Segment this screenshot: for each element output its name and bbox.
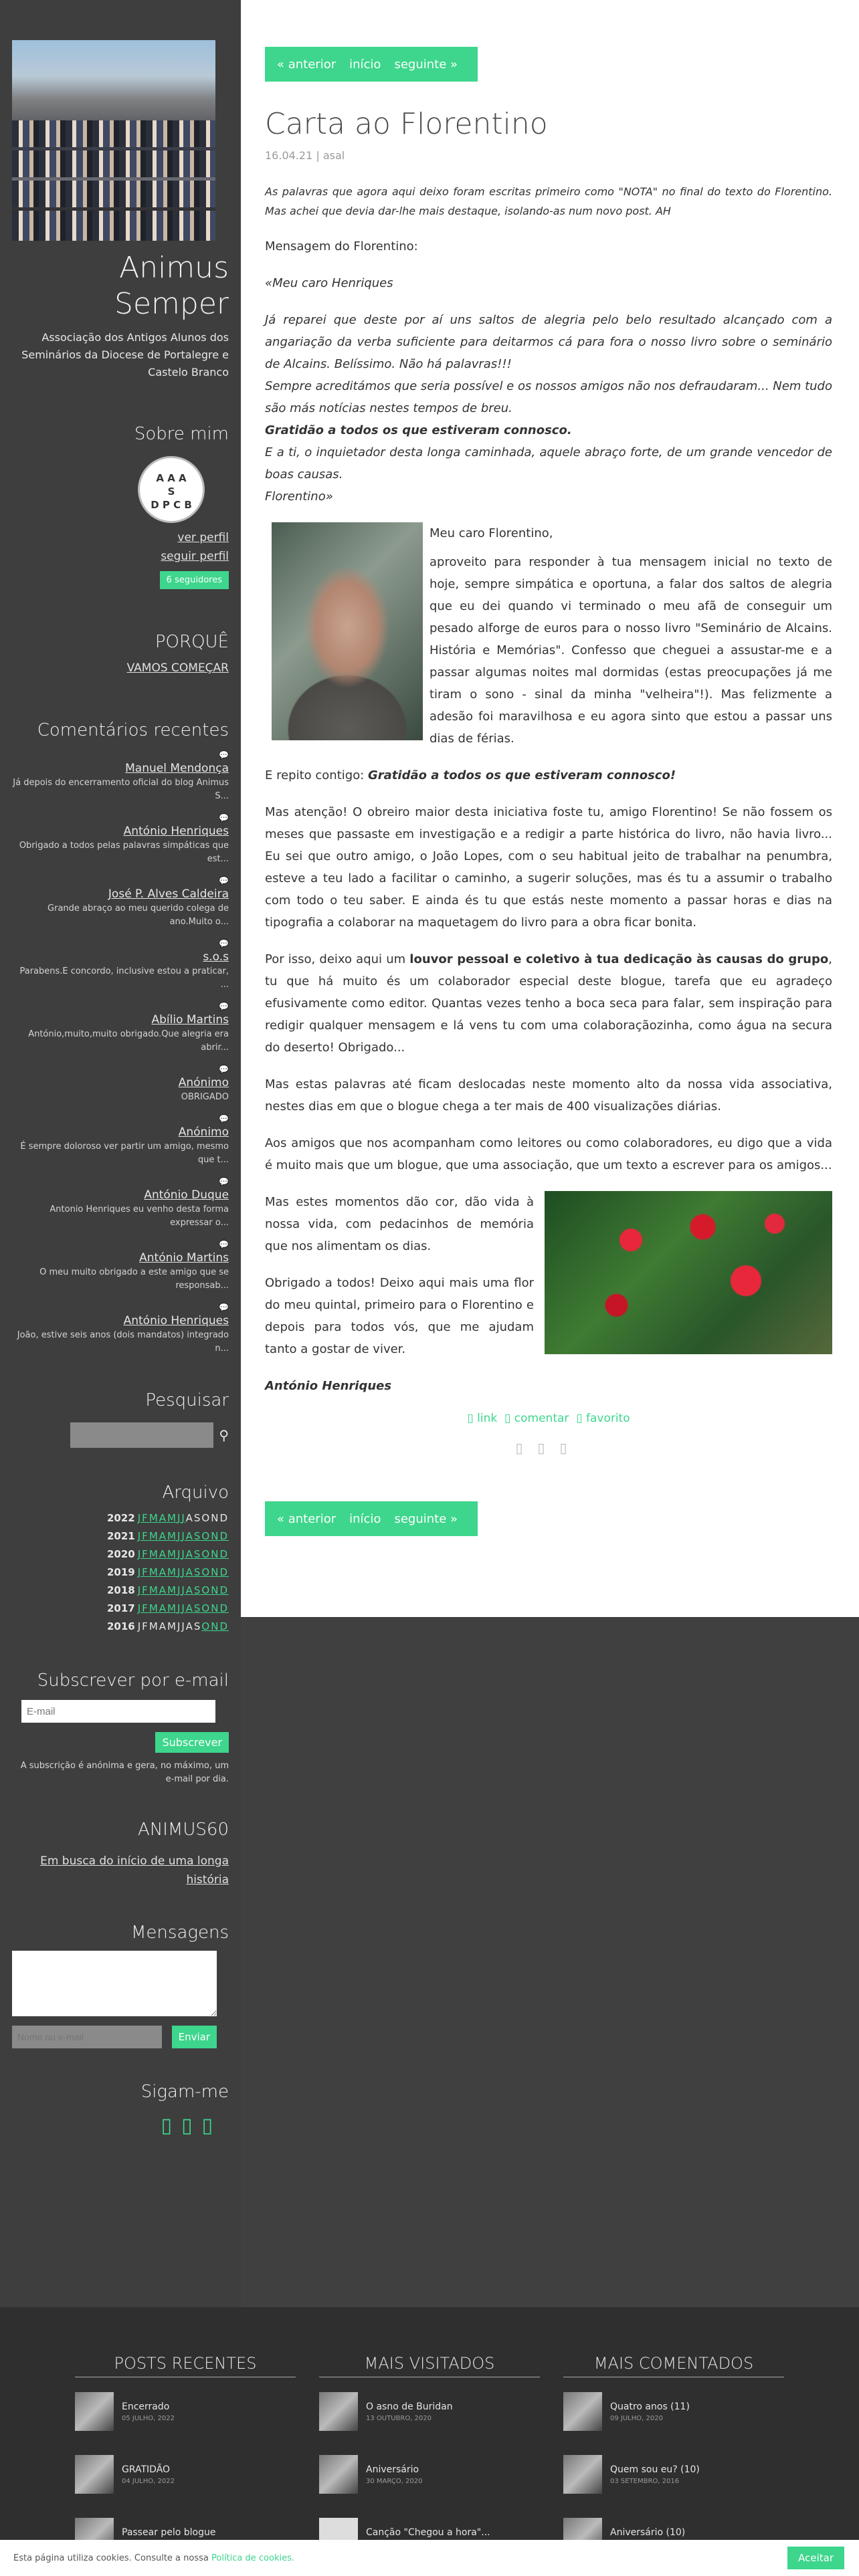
archive-month[interactable]: D <box>219 1620 229 1632</box>
archive-month[interactable]: F <box>142 1584 149 1596</box>
subscrever-heading: Subscrever por e-mail <box>37 1671 229 1691</box>
flower-photo <box>545 1191 832 1354</box>
share-twitter-icon[interactable]: ▯ <box>537 1440 560 1456</box>
post-meta: 16.04.21 | asal <box>265 149 345 162</box>
link-action[interactable]: link <box>477 1412 498 1425</box>
comment-text[interactable]: OBRIGADO <box>181 1092 229 1102</box>
comment-text[interactable]: Parabens.E concordo, inclusive estou a praticar, ... <box>19 966 229 990</box>
archive-month[interactable]: J <box>177 1548 182 1560</box>
archive-year-row <box>12 1618 229 1636</box>
next-link[interactable]: seguinte » <box>394 57 458 72</box>
intro-note: As palavras que agora aqui deixo foram escritas primeiro como "NOTA" no final do texto do Florentino. Mas achei que devia dar-lhe mais destaque, isolando-as num novo post. AH <box>265 185 832 217</box>
archive-year[interactable]: 2018 <box>106 1584 135 1596</box>
post-title[interactable]: Encerrado <box>122 2401 170 2412</box>
archive-month[interactable]: A <box>185 1566 194 1578</box>
archive-month[interactable]: O <box>201 1530 211 1542</box>
comment-item <box>12 1239 229 1293</box>
archive-month[interactable]: F <box>142 1530 149 1542</box>
archive-month[interactable]: M <box>149 1566 159 1578</box>
archive-month[interactable]: J <box>177 1530 182 1542</box>
comment-icon: 💬 <box>219 1002 229 1011</box>
post-title[interactable]: Carta ao Florentino <box>265 107 548 141</box>
archive-month: O <box>201 1512 211 1524</box>
archive-year[interactable]: 2020 <box>106 1548 135 1560</box>
comment-author[interactable]: Manuel Mendonça <box>125 762 229 775</box>
archive-year-row <box>12 1582 229 1600</box>
archive-year[interactable]: 2022 <box>106 1512 135 1524</box>
archive-month[interactable]: J <box>181 1548 186 1560</box>
share-row <box>265 1440 832 1456</box>
comment-text[interactable]: Obrigado a todos pelas palavras simpáticas que est... <box>19 841 229 864</box>
archive-month[interactable]: M <box>167 1602 177 1614</box>
reply-paragraph: Por isso, deixo aqui um louvor pessoal e coletivo à tua dedicação às causas do grupo, tu que há muito és um colaborador especial deste blogue, tarefa que eu agradeço efusivamente como editor. Quantas vezes tenho a boca seca para falar, sem inspiração para redigir qualquer mensagem e lá vens tu com uma colaboraçãozinha, como água na secura do deserto! Obrigado... <box>265 952 832 1055</box>
comentarios-heading: Comentários recentes <box>37 720 229 740</box>
prev-link[interactable]: « anterior <box>277 1511 337 1526</box>
favorite-action[interactable]: favorito <box>585 1412 630 1425</box>
archive-month[interactable]: F <box>142 1548 149 1560</box>
archive-month[interactable]: N <box>211 1602 220 1614</box>
name-or-email-field[interactable] <box>12 2026 162 2048</box>
archive-month[interactable]: A <box>159 1512 168 1524</box>
comment-icon: 💬 <box>219 1065 229 1074</box>
archive-month[interactable]: M <box>167 1566 177 1578</box>
comment-item <box>12 1001 229 1055</box>
archive-year[interactable]: 2016 <box>106 1620 135 1632</box>
archive-grid <box>12 1509 229 1636</box>
archive-month[interactable]: M <box>167 1530 177 1542</box>
footer-post-item[interactable] <box>319 2455 540 2494</box>
comments-list <box>12 750 229 1356</box>
archive-month[interactable]: S <box>193 1584 202 1596</box>
home-link[interactable]: início <box>349 57 381 72</box>
rss-icon[interactable]: ▯ <box>201 2114 222 2137</box>
post-thumbnail[interactable] <box>75 2392 114 2431</box>
comment-author[interactable]: António Henriques <box>123 825 229 838</box>
archive-month: A <box>159 1620 168 1632</box>
post-date: 30 MARÇO, 2020 <box>366 2477 423 2485</box>
archive-month[interactable]: J <box>181 1530 186 1542</box>
email-field[interactable] <box>21 1700 215 1723</box>
reply-paragraph: Aos amigos que nos acompanham como leitores ou como colaboradores, eu digo que a vida é muito mais que um blogue, que uma associação, que um texto a escrever para os amigos... <box>265 1136 832 1172</box>
porque-heading: PORQUÊ <box>155 632 229 652</box>
sigam-heading: Sigam-me <box>140 2082 229 2102</box>
home-link[interactable]: início <box>349 1511 381 1526</box>
archive-month[interactable]: O <box>201 1602 211 1614</box>
archive-month[interactable]: J <box>137 1566 142 1578</box>
post-thumbnail[interactable] <box>319 2392 358 2431</box>
blog-description: Associação dos Antigos Alunos dos Seminários da Diocese de Portalegre e Castelo Branco <box>21 331 229 379</box>
post-date: 05 JULHO, 2022 <box>122 2414 175 2422</box>
share-email-icon[interactable]: ▯ <box>559 1440 582 1456</box>
archive-month[interactable]: J <box>137 1584 142 1596</box>
archive-month: J <box>181 1620 186 1632</box>
comment-item <box>12 1113 229 1167</box>
comment-item <box>12 1176 229 1230</box>
comment-icon: 💬 <box>219 939 229 948</box>
comment-text[interactable]: Antonio Henriques eu venho desta forma expressar o... <box>50 1204 229 1228</box>
archive-month[interactable]: N <box>211 1584 220 1596</box>
archive-month[interactable]: S <box>193 1548 202 1560</box>
archive-month: F <box>142 1620 149 1632</box>
comment-icon: 💬 <box>219 1114 229 1123</box>
archive-month: D <box>219 1512 229 1524</box>
comment-author[interactable]: Anónimo <box>178 1076 229 1089</box>
sidebar <box>0 0 241 2307</box>
archive-month: J <box>137 1620 142 1632</box>
archive-month[interactable]: J <box>137 1548 142 1560</box>
archive-month[interactable]: N <box>211 1620 220 1632</box>
post-title[interactable]: Aniversário <box>366 2464 419 2475</box>
post-thumbnail[interactable] <box>75 2455 114 2494</box>
archive-month[interactable]: A <box>185 1530 194 1542</box>
footer-post-item[interactable] <box>75 2455 296 2494</box>
comment-item <box>12 1064 229 1104</box>
comment-author[interactable]: António Duque <box>144 1188 229 1202</box>
post-thumbnail[interactable] <box>319 2455 358 2494</box>
comment-item <box>12 750 229 803</box>
archive-month[interactable]: F <box>142 1566 149 1578</box>
comment-text[interactable]: António,muito,muito obrigado.Que alegria era abrir... <box>28 1029 229 1053</box>
archive-month[interactable]: S <box>193 1602 202 1614</box>
comment-text[interactable]: O meu muito obrigado a este amigo que se responsab... <box>39 1267 229 1291</box>
archive-month: M <box>149 1620 159 1632</box>
reply-repeat: E repito contigo: Gratidão a todos os que estiveram connosco! <box>265 768 676 782</box>
archive-month[interactable]: M <box>149 1548 159 1560</box>
archive-month[interactable]: N <box>211 1530 220 1542</box>
archive-month[interactable]: A <box>159 1548 168 1560</box>
comment-text[interactable]: É sempre doloroso ver partir um amigo, mesmo que t... <box>20 1142 229 1165</box>
post-title[interactable]: O asno de Buridan <box>366 2401 453 2412</box>
comment-icon[interactable]: ▯ <box>504 1412 511 1425</box>
cookie-text: Esta página utiliza cookies. Consulte a nossa <box>13 2553 211 2563</box>
archive-month[interactable]: J <box>181 1602 186 1614</box>
archive-year[interactable]: 2017 <box>106 1602 135 1614</box>
footer-post-item[interactable] <box>319 2392 540 2431</box>
favorite-icon[interactable]: ▯ <box>576 1412 583 1425</box>
post-nav-top <box>265 47 478 82</box>
comment-text[interactable]: João, estive seis anos (dois mandatos) integrado n... <box>17 1330 229 1354</box>
archive-month: A <box>185 1620 194 1632</box>
archive-month[interactable]: M <box>167 1512 177 1524</box>
archive-month[interactable]: S <box>193 1530 202 1542</box>
archive-month[interactable]: O <box>201 1620 211 1632</box>
archive-month: S <box>193 1620 202 1632</box>
recent-posts-heading: POSTS RECENTES <box>75 2354 296 2377</box>
seguir-perfil-link[interactable]: seguir perfil <box>161 550 229 563</box>
reply-paragraph: Obrigado a todos! Deixo aqui mais uma flor do meu quintal, primeiro para o Florentino e depois para todos vós, que me ajudam tanto a gostar de viver. <box>265 1276 534 1356</box>
archive-month[interactable]: A <box>159 1566 168 1578</box>
send-button[interactable]: Enviar <box>172 2026 217 2048</box>
cookie-banner <box>0 2540 859 2576</box>
comment-icon: 💬 <box>219 876 229 885</box>
footer-post-item[interactable] <box>563 2455 784 2494</box>
archive-month[interactable]: N <box>211 1566 220 1578</box>
post-date: 09 JULHO, 2020 <box>610 2414 663 2422</box>
post-title[interactable]: Quatro anos (11) <box>610 2401 690 2412</box>
archive-month[interactable]: A <box>159 1584 168 1596</box>
comment-author[interactable]: António Martins <box>139 1251 229 1265</box>
archive-month: N <box>211 1512 220 1524</box>
archive-month[interactable]: A <box>185 1548 194 1560</box>
archive-year-row <box>12 1600 229 1618</box>
post-date: 16.04.21 <box>265 149 313 162</box>
archive-month: M <box>167 1620 177 1632</box>
comment-icon: 💬 <box>219 813 229 823</box>
subscribe-note: A subscrição é anónima e gera, no máximo, um e-mail por dia. <box>20 1761 229 1784</box>
comment-author[interactable]: s.o.s <box>203 950 229 964</box>
search-box <box>12 1422 229 1448</box>
subscribe-button[interactable]: Subscrever <box>155 1732 229 1753</box>
archive-month[interactable]: J <box>137 1602 142 1614</box>
search-input[interactable] <box>70 1422 213 1448</box>
gratitude-bold: Gratidão a todos os que estiveram connosco! <box>368 768 676 782</box>
archive-month[interactable]: D <box>219 1602 229 1614</box>
ver-perfil-link[interactable]: ver perfil <box>177 531 229 544</box>
archive-month[interactable]: A <box>159 1530 168 1542</box>
post-title[interactable]: Canção "Chegou a hora"... <box>366 2527 490 2538</box>
reply-paragraph: aproveito para responder à tua mensagem inicial no texto de hoje, sempre simpática e oportuna, a falar dos saltos de alegria que eu dei quando vi terminado o meu afã de conseguir um pesado alforge de euros para o nosso livro "Seminário de Alcains. História e Memórias". Confesso que cheguei a assustar-me e a passar algumas noites mal dormidas (estas preocupações já me tiram o sono - sinal da minha "velheira"!). Mas felizmente a adesão foi maravilhosa e eu agora sinto que estou a passar uns dias de férias. <box>430 555 832 746</box>
archive-month[interactable]: O <box>201 1566 211 1578</box>
comment-icon: 💬 <box>219 750 229 760</box>
comment-author[interactable]: José P. Alves Caldeira <box>108 887 229 901</box>
archive-month[interactable]: D <box>219 1548 229 1560</box>
post-title[interactable]: Passear pelo blogue <box>122 2527 216 2538</box>
post-date: 04 JULHO, 2022 <box>122 2477 175 2485</box>
archive-month[interactable]: O <box>201 1548 211 1560</box>
comment-author[interactable]: Anónimo <box>178 1125 229 1139</box>
post-date: 03 SETEMBRO, 2016 <box>610 2477 680 2485</box>
archive-month[interactable]: J <box>137 1530 142 1542</box>
archive-month[interactable]: A <box>185 1602 194 1614</box>
archive-month: A <box>185 1512 194 1524</box>
reply-paragraph: Mas estes momentos dão cor, dão vida à nossa vida, com pedacinhos de memória que nos alimentam os dias. <box>265 1195 534 1253</box>
archive-month[interactable]: J <box>181 1584 186 1596</box>
accept-cookies-button[interactable]: Aceitar <box>787 2547 844 2569</box>
archive-year-row <box>12 1564 229 1582</box>
archive-month[interactable]: J <box>181 1566 186 1578</box>
main-content <box>241 0 859 1617</box>
post-title[interactable]: Aniversário (10) <box>610 2527 686 2538</box>
comment-text[interactable]: Grande abraço ao meu querido colega de ano.Muito o... <box>47 903 229 927</box>
post-nav-bottom <box>265 1501 478 1536</box>
archive-month[interactable]: M <box>167 1548 177 1560</box>
archive-month[interactable]: M <box>149 1602 159 1614</box>
most-commented-heading: MAIS COMENTADOS <box>563 2354 784 2377</box>
archive-month[interactable]: S <box>193 1566 202 1578</box>
archive-month[interactable]: D <box>219 1530 229 1542</box>
archive-month[interactable]: D <box>219 1566 229 1578</box>
comment-action[interactable]: comentar <box>514 1412 569 1425</box>
archive-month[interactable]: M <box>149 1530 159 1542</box>
archive-month: J <box>177 1620 182 1632</box>
archive-month[interactable]: J <box>181 1512 186 1524</box>
archive-year-row <box>12 1545 229 1564</box>
comment-author[interactable]: Abílio Martins <box>151 1013 229 1027</box>
archive-year-row <box>12 1527 229 1545</box>
group-photo <box>12 40 215 241</box>
next-link[interactable]: seguinte » <box>394 1511 458 1526</box>
blog-title[interactable]: Animus Semper <box>114 251 229 321</box>
quote-gratitude: Gratidão a todos os que estiveram connosco. <box>265 423 572 437</box>
portrait-photo <box>272 522 423 740</box>
link-icon[interactable]: ▯ <box>467 1412 474 1425</box>
message-textarea[interactable] <box>12 1951 217 2016</box>
post-author[interactable]: asal <box>322 149 345 162</box>
comment-icon: 💬 <box>219 1177 229 1186</box>
vamos-comecar-link[interactable]: VAMOS COMEÇAR <box>126 661 229 675</box>
profile-logo: A A A S D P C B <box>138 456 205 523</box>
archive-month[interactable]: J <box>177 1584 182 1596</box>
post-date: 13 OUTUBRO, 2020 <box>366 2414 432 2422</box>
archive-month[interactable]: J <box>177 1566 182 1578</box>
comment-item <box>12 813 229 866</box>
reply-salutation: Meu caro Florentino, <box>430 526 553 540</box>
archive-month[interactable]: M <box>167 1584 177 1596</box>
comment-icon: 💬 <box>219 1303 229 1312</box>
quote-paragraph: Sempre acreditámos que seria possível e os nossos amigos não nos defraudaram... Nem tudo são más notícias nestes tempos de breu. <box>265 379 832 415</box>
twitter-icon[interactable]: ▯ <box>181 2114 202 2137</box>
reply-paragraph: Mas estas palavras até ficam deslocadas neste momento alto da nossa vida associativa, nestes dias em que o blogue chega a ter mais de 400 visualizações diárias. <box>265 1077 832 1113</box>
comment-item <box>12 1302 229 1356</box>
quote-paragraph: Já reparei que deste por aí uns saltos de alegria pelo belo resultado alcançado com a angariação da verba suficiente para deitarmos cá para fora o nosso livro sobre o seminário de Alcains. Belíssimo. Não há palavras!!! <box>265 313 832 371</box>
quote-paragraph: E a ti, o inquietador desta longa caminhada, aquele abraço forte, de um grande vencedor de boas causas. <box>265 445 832 481</box>
facebook-icon[interactable]: ▯ <box>161 2114 181 2137</box>
footer-post-item[interactable] <box>563 2392 784 2431</box>
archive-month[interactable]: J <box>177 1512 182 1524</box>
animus60-heading: ANIMUS60 <box>138 1820 229 1840</box>
archive-month[interactable]: J <box>177 1602 182 1614</box>
archive-month[interactable]: A <box>159 1602 168 1614</box>
sobre-heading: Sobre mim <box>134 424 229 444</box>
post-title[interactable]: Quem sou eu? (10) <box>610 2464 700 2475</box>
post-thumbnail[interactable] <box>563 2455 602 2494</box>
archive-month[interactable]: N <box>211 1548 220 1560</box>
archive-year[interactable]: 2019 <box>106 1566 135 1578</box>
comment-item <box>12 875 229 929</box>
cookie-policy-link[interactable]: Política de cookies. <box>211 2553 294 2563</box>
message-label: Mensagem do Florentino: <box>265 239 418 253</box>
archive-year-row <box>12 1509 229 1527</box>
post-signature: António Henriques <box>265 1379 392 1393</box>
footer <box>0 2307 859 2576</box>
louvor-bold: louvor pessoal e coletivo à tua dedicação às causas do grupo <box>409 952 829 966</box>
animus60-link[interactable]: Em busca do início de uma longa história <box>40 1854 229 1887</box>
archive-month[interactable]: O <box>201 1584 211 1596</box>
comment-author[interactable]: António Henriques <box>123 1314 229 1327</box>
archive-month[interactable]: F <box>142 1512 149 1524</box>
followers-button[interactable]: 6 seguidores <box>160 571 229 589</box>
search-icon[interactable]: ⚲ <box>219 1427 229 1443</box>
archive-month[interactable]: A <box>185 1584 194 1596</box>
archive-month[interactable]: M <box>149 1584 159 1596</box>
salutation: «Meu caro Henriques <box>265 276 393 290</box>
arquivo-heading: Arquivo <box>162 1483 229 1503</box>
pesquisar-heading: Pesquisar <box>145 1390 229 1410</box>
most-visited-heading: MAIS VISITADOS <box>319 2354 540 2377</box>
reply-paragraph: Mas atenção! O obreiro maior desta iniciativa foste tu, amigo Florentino! Se não fossem os meses que passaste em investigação e a redigir a parte histórica do livro, não havia livro... Eu sei que outro amigo, o João Lopes, com o seu habitual jeito de trabalhar na penumbra, esteve a teu lado a facilitar o caminho, a sugerir soluções, mas és tu a assumir o trabalho com todo o teu saber. E ainda és tu que estás neste momento a passar horas e dias na tipografia a colaborar na maquetagem do livro para a obra ficar bonita. <box>265 805 832 930</box>
post-body <box>265 182 832 1397</box>
archive-month[interactable]: J <box>137 1512 142 1524</box>
prev-link[interactable]: « anterior <box>277 57 337 72</box>
comment-text[interactable]: Já depois do encerramento oficial do blog Animus S... <box>13 778 229 801</box>
post-title[interactable]: GRATIDÃO <box>122 2464 171 2475</box>
share-facebook-icon[interactable]: ▯ <box>515 1440 538 1456</box>
post-actions <box>265 1412 832 1425</box>
post-thumbnail[interactable] <box>563 2392 602 2431</box>
archive-month: S <box>193 1512 202 1524</box>
quote-signature: Florentino» <box>265 490 333 504</box>
comment-item <box>12 938 229 992</box>
archive-year[interactable]: 2021 <box>106 1530 135 1542</box>
archive-month[interactable]: D <box>219 1584 229 1596</box>
mensagens-heading: Mensagens <box>130 1923 229 1943</box>
archive-month[interactable]: M <box>149 1512 159 1524</box>
footer-post-item[interactable] <box>75 2392 296 2431</box>
archive-month[interactable]: F <box>142 1602 149 1614</box>
comment-icon: 💬 <box>219 1240 229 1249</box>
